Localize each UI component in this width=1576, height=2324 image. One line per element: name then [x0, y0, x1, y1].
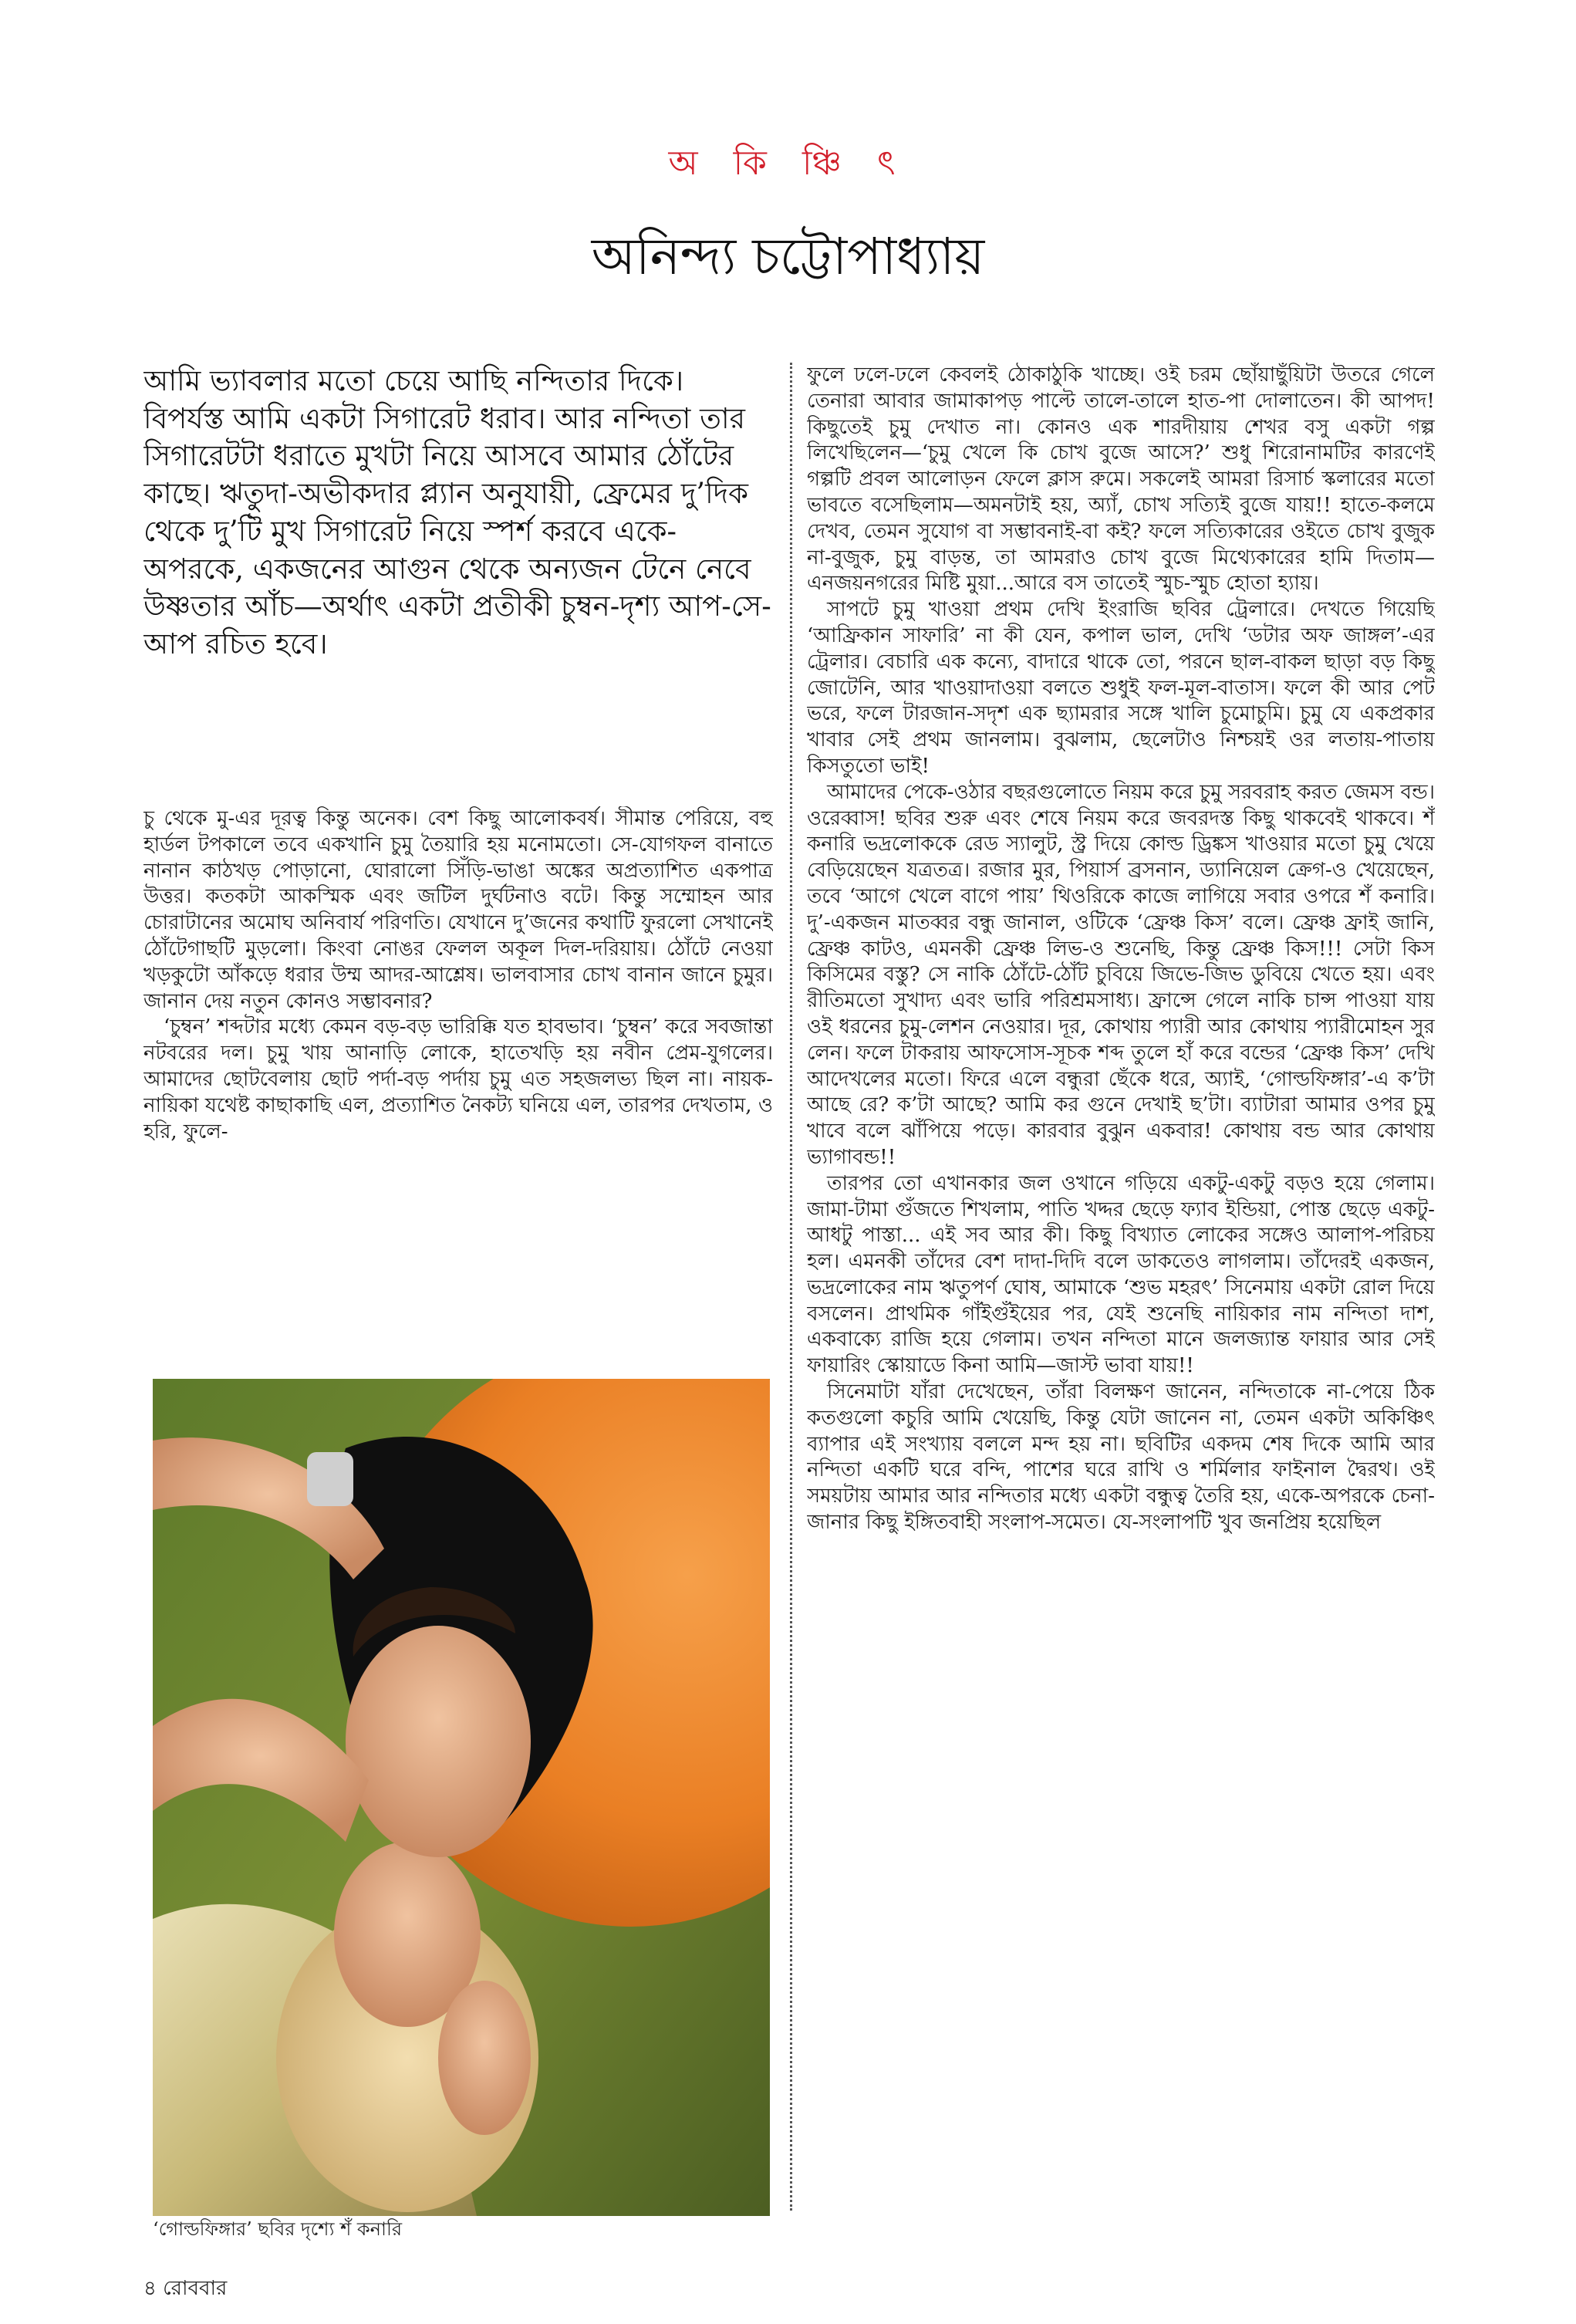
paragraph: আমাদের পেকে-ওঠার বছরগুলোতে নিয়ম করে চুমু সরবরাহ করত জেমস বন্ড। ওরেব্বাস! ছবির শুরু এবং শেষে নিয়ম করে জবরদস্ত কিছু থাকবেই থাকবে। শঁ কনারি ভদ্রলোককে রেড স্যালুট, স্ট্র দিয়ে কোল্ড ড্রিঙ্কস খাওয়ার মতো চুমু খেয়ে বেড়িয়েছেন যত্রতত্র। রজার মুর, পিয়ার্স ব্রসনান, ড্যানিয়েল ক্রেগ-ও খেয়েছেন, তবে ‘আগে খেলে বাগে পায়’ থিওরিকে কাজে লাগিয়ে সবার ওপরে শঁ কনারি। দু’-একজন মাতব্বর বন্ধু জানাল, ওটিকে ‘ফ্রেঞ্চ কিস’ বলে। ফ্রেঞ্চ ফ্রাই জানি, ফ্রেঞ্চ কাটও, এমনকী ফ্রেঞ্চ লিভ-ও শুনেছি, কিন্তু ফ্রেঞ্চ কিস!!! সেটা কিস কিসিমের বস্তু? সে নাকি ঠোঁটে-ঠোঁট চুবিয়ে জিভে-জিভ ডুবিয়ে খেতে হয়। এবং রীতিমতো সুখাদ্য এবং ভারি পরিশ্রমসাধ্য। ফ্রান্সে গেলে নাকি চান্স পাওয়া যায় ওই ধরনের চুমু-লেশন নেওয়ার। দূর, কোথায় প্যারী আর কোথায় প্যারীমোহন সুর লেন। ফলে টাকরায় আফসোস-সূচক শব্দ তুলে হাঁ করে বন্ডের ‘ফ্রেঞ্চ কিস’ দেখি আদেখলের মতো। ফিরে এলে বন্ধুরা ছেঁকে ধরে, অ্যাই, ‘গোল্ডফিঙ্গার’-এ ক’টা আছে রে? ক’টা আছে? আমি কর গুনে দেখাই ছ’টা। ব্যাটারা আমার ওপর চুমু খাবে বলে ঝাঁপিয়ে পড়ে। কারবার বুঝুন একবার! কোথায় বন্ড আর কোথায় ভ্যাগাবন্ড!! — [807, 780, 1435, 1169]
paragraph: তারপর তো এখানকার জল ওখানে গড়িয়ে একটু-একটু বড়ও হয়ে গেলাম। জামা-টামা গুঁজতে শিখলাম, পাতি খদ্দর ছেড়ে ফ্যাব ইন্ডিয়া, পোস্ত ছেড়ে একটু-আধটু পাস্তা... এই সব আর কী। কিছু বিখ্যাত লোকের সঙ্গেও আলাপ-পরিচয় হল। এমনকী তাঁদের বেশ দাদা-দিদি বলে ডাকতেও লাগলাম। তাঁদেরই একজন, ভদ্রলোকের নাম ঋতুপর্ণ ঘোষ, আমাকে ‘শুভ মহরৎ’ সিনেমায় একটা রোল দিয়ে বসলেন। প্রাথমিক গাঁইগুঁইয়ের পর, যেই শুনেছি নায়িকার নাম নন্দিতা দাশ, একবাক্যে রাজি হয়ে গেলাম। তখন নন্দিতা মানে জলজ্যান্ত ফায়ার আর সেই ফায়ারিং স্কোয়াডে কিনা আমি—জাস্ট ভাবা যায়!! — [807, 1171, 1435, 1378]
paragraph: ‘চুম্বন’ শব্দটার মধ্যে কেমন বড়-বড় ভারিক্কি যত হাবভাব। ‘চুম্বন’ করে সবজান্তা নটবরের দল। চুমু খায় আনাড়ি লোকে, হাতেখড়ি হয় নবীন প্রেম-যুগলের। আমাদের ছোটবেলায় ছোট পর্দা-বড় পর্দায় চুমু এত সহজলভ্য ছিল না। নায়ক-নায়িকা যথেষ্ট কাছাকাছি এল, প্রত্যাশিত নৈকট্য ঘনিয়ে এল, তারপর দেখতাম, ও হরি, ফুলে- — [143, 1015, 773, 1143]
left-column-body — [143, 806, 773, 1331]
paragraph: সিনেমাটা যাঁরা দেখেছেন, তাঁরা বিলক্ষণ জানেন, নন্দিতাকে না-পেয়ে ঠিক কতগুলো কচুরি আমি খেয়েছি, কিন্তু যেটা জানেন না, তেমন একটা অকিঞ্চিৎ ব্যাপার এই সংখ্যায় বললে মন্দ হয় না। ছবিটির একদম শেষ দিকে আমি আর নন্দিতা একটি ঘরে বন্দি, পাশের ঘরে রাখি ও শর্মিলার ফাইনাল দ্বৈরথ। ওই সময়টায় আমার আর নন্দিতার মধ্যে একটা বন্ধুত্ব তৈরি হয়, একে-অপরকে চেনা-জানার কিছু ইঙ্গিতবাহী সংলাপ-সমেত। যে-সংলাপটি খুব জনপ্রিয় হয়েছিল — [807, 1380, 1435, 1535]
paragraph: সাপটে চুমু খাওয়া প্রথম দেখি ইংরাজি ছবির ট্রেলারে। দেখতে গিয়েছি ‘আফ্রিকান সাফারি’ না কী যেন, কপাল ভাল, দেখি ‘ডটার অফ জাঙ্গল’-এর ট্রেলার। বেচারি এক কন্যে, বাদারে থাকে তো, পরনে ছাল-বাকল ছাড়া বড় কিছু জোটেনি, আর খাওয়াদাওয়া বলতে শুধুই ফল-মূল-বাতাস। ফলে কী আর পেট ভরে, ফলে টারজান-সদৃশ এক ছ্যামরার সঙ্গে খালি চুমোচুমি। চুমু যে একপ্রকার খাবার সেই প্রথম জানলাম। বুঝলাম, ছেলেটাও নিশ্চয়ই ওর লতায়-পাতায় কিসতুতো ভাই! — [807, 598, 1435, 778]
author-name: অনিন্দ্য চট্টোপাধ্যায় — [591, 227, 985, 286]
page-folio: ৪ রোববার — [143, 2277, 228, 2300]
intro-standfirst: আমি ভ্যাবলার মতো চেয়ে আছি নন্দিতার দিকে। বিপর্যস্ত আমি একটা সিগারেট ধরাব। আর নন্দিতা তার সিগারেটটা ধরাতে মুখটা নিয়ে আসবে আমার ঠোঁটের কাছে। ঋতুদা-অভীকদার প্ল্যান অনুযায়ী, ফ্রেমের দু’দিক থেকে দু’টি মুখ সিগারেট নিয়ে স্পর্শ করবে একে-অপরকে, একজনের আগুন থেকে অন্যজন টেনে নেবে উষ্ণতার আঁচ—অর্থাৎ একটা প্রতীকী চুম্বন-দৃশ্য আপ-সে-আপ রচিত হবে। — [143, 364, 771, 660]
paragraph: ফুলে ঢলে-ঢলে কেবলই ঠোকাঠুকি খাচ্ছে। ওই চরম ছোঁয়াছুঁয়িটা উতরে গেলে তেনারা আবার জামাকাপড় পাল্টে তালে-তালে হাত-পা দোলাতেন। কী আপদ! কিছুতেই চুমু দেখাত না। কোনও এক শারদীয়ায় শেখর বসু একটা গল্প লিখেছিলেন—‘চুমু খেলে কি চোখ বুজে আসে?’ শুধু শিরোনামটির কারণেই গল্পটি প্রবল আলোড়ন ফেলে ক্লাস রুমে। সকলেই আমরা রিসার্চ স্কলারের মতো ভাবতে বসেছিলাম—অমনটাই হয়, অ্যাঁ, চোখ সত্যিই বুজে যায়!! হাতে-কলমে দেখব, তেমন সুযোগ বা সম্ভাবনাই-বা কই? ফলে সত্যিকারের ওইতে চোখ বুজুক না-বুজুক, চুমু বাড়ন্ত, তা আমরাও চোখ বুজে মিথ্যেকারের হামি দিতাম—এনজয়নগরের মিষ্টি মুয়া...আরে বস তাতেই স্মুচ-স্মুচ হোতা হ্যায়। — [807, 363, 1435, 596]
film-still-photo — [153, 1379, 770, 2216]
photo-caption: ‘গোল্ডফিঙ্গার’ ছবির দৃশ্যে শঁ কনারি — [153, 2218, 403, 2240]
column-divider — [790, 363, 792, 2211]
paragraph: চু থেকে মু-এর দূরত্ব কিন্তু অনেক। বেশ কিছু আলোকবর্ষ। সীমান্ত পেরিয়ে, বহু হার্ডল টপকালে তবে একখানি চুমু তৈয়ারি হয় মনোমতো। সে-যোগফল বানাতে নানান কাঠখড় পোড়ানো, ঘোরালো সিঁড়ি-ভাঙা অঙ্কের অপ্রত্যাশিত একপাত্র উত্তর। কতকটা আকস্মিক এবং জটিল দুর্ঘটনাও বটে। কিন্তু সম্মোহন আর চোরাটানের অমোঘ অনিবার্য পরিণতি। যেখানে দু’জনের কথাটি ফুরলো সেখানেই ঠোঁটেগাছটি মুড়লো। কিংবা নোঙর ফেলল অকূল দিল-দরিয়ায়। ঠোঁটে নেওয়া খড়কুটো আঁকড়ে ধরার উম্ম আদর-আশ্লেষ। ভালবাসার চোখ বানান জানে চুমুর। জানান দেয় নতুন কোনও সম্ভাবনার? — [143, 807, 773, 1013]
kicker-heading: অ কি ঞ্চি ৎ — [668, 144, 908, 183]
right-column-body — [807, 363, 1435, 2195]
